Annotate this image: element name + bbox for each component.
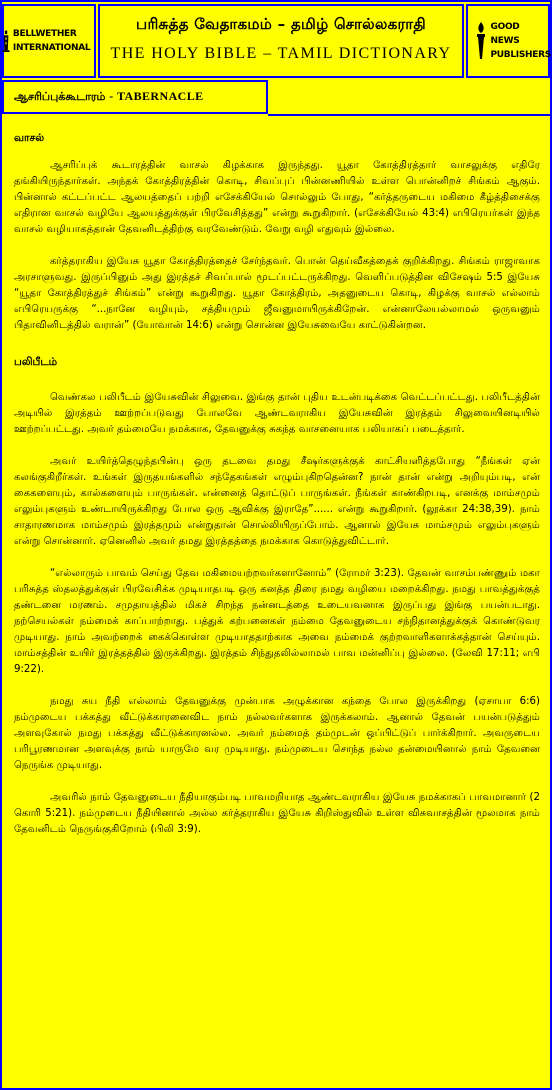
section-heading-altar: பலிபீடம் [14,356,58,368]
paragraph: வெண்கல பலிபீடம் இயேசுவின் சிலுவை. இங்கு தான் புதிய உடன்படிக்கை வெட்டப்பட்டது. பலிபீடத்தின் அடியில் இரத்தம் ஊற்றப்படுவது போலவே ஆண்டவராகிய இயேசுவின் இரத்தம் சிலுவையினடியில் ஊற்றப்பட்டது. அவர் தம்மையே நமக்காக, தேவனுக்கு சுகந்த வாசனையாக பலியாகப் படைத்தார். [14,392,540,435]
page-title-box [2,80,268,114]
paragraph: அவரில் நாம் தேவனுடைய நீதியாகும்படி பாவமறியாத ஆண்டவராகிய இயேசு நமக்காகப் பாவமானார் (2 கொரி 5:21). நம்முடைய நீதியினால் அல்ல கர்த்தராகிய இயேசு கிறிஸ்துவில் உள்ள விசுவாசத்தின் மூலமாக நாம் தேவனிடம் நெருங்குகிறோம் (பிலி 3:9). [14,792,540,835]
title-tamil: பரிசுத்த வேதாகமம் – தமிழ் சொல்லகராதி [135,15,427,33]
divider-line [268,114,550,116]
page-title [14,89,204,105]
paragraph: “எல்லாரும் பாவம் செய்து தேவ மகிமையற்றவர்களானோம்” (ரோமர் 3:23). தேவன் வாசம்பண்ணும் மகா பரிசுத்த ஸ்தலத்துக்குள் பிரவேசிக்க முடியாதபடி ஒரு கனத்த திரை நமது வழியை மறைக்கிறது. நமது பாவத்துக்குத் தண்டனை மரணம். சமுதாயத்தில் மிகச் சிறந்த நன்னடத்தை உடையவனாக இருப்பது இங்கு பயன்படாது. நற்செயல்கள் நம்மைக் காப்பாற்றாது. பத்துக் கற்பனைகள் நம்மை தேவனுடைய சந்நிதானத்துக்குக் கொண்டுவர முடியாது. நாம் அவற்றைக் கைக்கொள்ள முடியாததாற்காக அவை நம்மைக் குற்றவாளிகளாக்கத்தான் செய்யும். மாம்சத்தின் உயிர் இரத்தத்தில் இருக்கிறது. இரத்தம் சிந்துதலில்லாமல் பாவ மன்னிப்பு இல்லை. (லேவி 17:11; எபி 9:22). [14,568,540,675]
paragraph: கர்த்தராகிய இயேசு யூதா கோத்திரத்தைச் சேர்ந்தவர். பொன் தெய்வீகத்தைக் குறிக்கிறது. சிங்கம் ராஜாவாக அரசாளுவது. இருப்பினும் அது இரத்தச் சிவப்பால் மூடப்பட்டருக்கிறது. வெளிப்படுத்தின விசேஷம் 5:5 இயேசு “யூதா கோத்திரத்துச் சிங்கம்” என்று கூறுகிறது. யூதா கோத்திரம், அதனுடைய கொடி, கிழக்கு வாசல் எல்லாம் எபிரெயருக்கு “...நானே வழியும், சத்தியமும் ஜீவனுமாயிருக்கிறேன். என்னாலேயல்லாமல் ஒருவனும் பிதாவினிடத்தில் வரான்” (யோவான் 14:6) என்று சொன்ன இயேசுவையே காட்டுகின்றன. [14,256,540,331]
section-heading-gate: வாசல் [14,132,45,144]
header [2,2,550,78]
page-title-tamil: ஆசரிப்புக்கூடாரம் [14,90,106,103]
paragraph: ஆசரிப்புக் கூடாரத்தின் வாசல் கிழக்காக இருந்தது. யூதா கோத்திரத்தார் வாசலுக்கு எதிரே தங்கியிருந்தார்கள். அந்தக் கோத்திரத்தின் கொடி, சிவப்புப் பின்னணியில் உள்ள பொன்னிறச் சிங்கம் ஆகும். பின்னால் கட்டப்பட்ட ஆலயத்தைப் பற்றி எசேக்கியேல் சொல்லும் போது, “கர்த்தருடைய மகிமை கீழ்த்திசைக்கு எதிரான வாசல் வழியே ஆலயத்துக்குள் பிரவேசித்தது” என்று கூறுகிறார். (எசேக்கியேல் 43:4) எபிரெயர்கள் இந்த வாசல் வழியாகத்தான் தேவனிடத்திற்கு வரவேண்டும். வேறு வழி எதுவும் இல்லை. [14,160,540,235]
good-news-logo[interactable] [466,4,550,78]
title-box [98,4,464,78]
good-news-logo-text: GOOD NEWS PUBLISHERS [490,22,551,60]
paragraph: நமது சுய நீதி எல்லாம் தேவனுக்கு முன்பாக அழுக்கான கந்தை போல இருக்கிறது (ஏசாயா 6:6) நம்முடைய பக்கத்து வீட்டுக்காரனைவிட நாம் நல்லவர்களாக இருக்கலாம். ஆனால் தேவன் பயன்படுத்தும் அளவுகோல் நமது பக்கத்து வீட்டுக்காரனல்ல. அவர் நம்மைத் தம்முடன் ஒப்பிட்டுப் பார்க்கிறார். அவருடைய பரிபூரணமான அளவுக்கு நாம் யாருமே வர முடியாது. நம்முடைய சொந்த நல்ல தன்மையினால் நாம் தேவனை நெருங்க முடியாது. [14,696,540,771]
article-content [14,130,540,854]
bellwether-logo[interactable] [2,4,96,78]
title-english: THE HOLY BIBLE – TAMIL DICTIONARY [110,45,452,62]
page-title-english: - TABERNACLE [109,89,204,103]
torch-icon [474,21,488,61]
bellwether-logo-text: BELLWETHER INTERNATIONAL [12,29,91,53]
paragraph: அவர் உயிர்த்தெழுந்தபின்பு ஒரு தடவை தமது சீஷர்களுக்குக் காட்சியளித்தபோது “நீங்கள் ஏன் கலங்குகிறீர்கள். உங்கள் இருதயங்களில் சந்தேகங்கள் எழும்புகிறதென்ன? நான் தான் என்று அறியும்படி, என் கைகளையும், கால்களையும் பாருங்கள். என்னைத் தொட்டுப் பாருங்கள். நீங்கள் காண்கிறபடி, எனக்கு மாம்சமும் எலும்புகளும் உண்டாயிருக்கிறது போல ஒரு ஆவிக்கு இராதே”...... என்று கூறுகிறார். (லூக்கா 24:38,39). நாம் சாதாரணமாக மாம்சமும் இரத்தமும் என்றுதான் சொல்லியிருப்போம். ஆனால் இயேசு மாம்சமும் எலும்புகளும் என்று சொன்னார். ஏனெனில் அவர் தமது இரத்தத்தை நமக்காக கொடுத்துவிட்டார். [14,456,540,547]
tower-icon [2,21,10,61]
